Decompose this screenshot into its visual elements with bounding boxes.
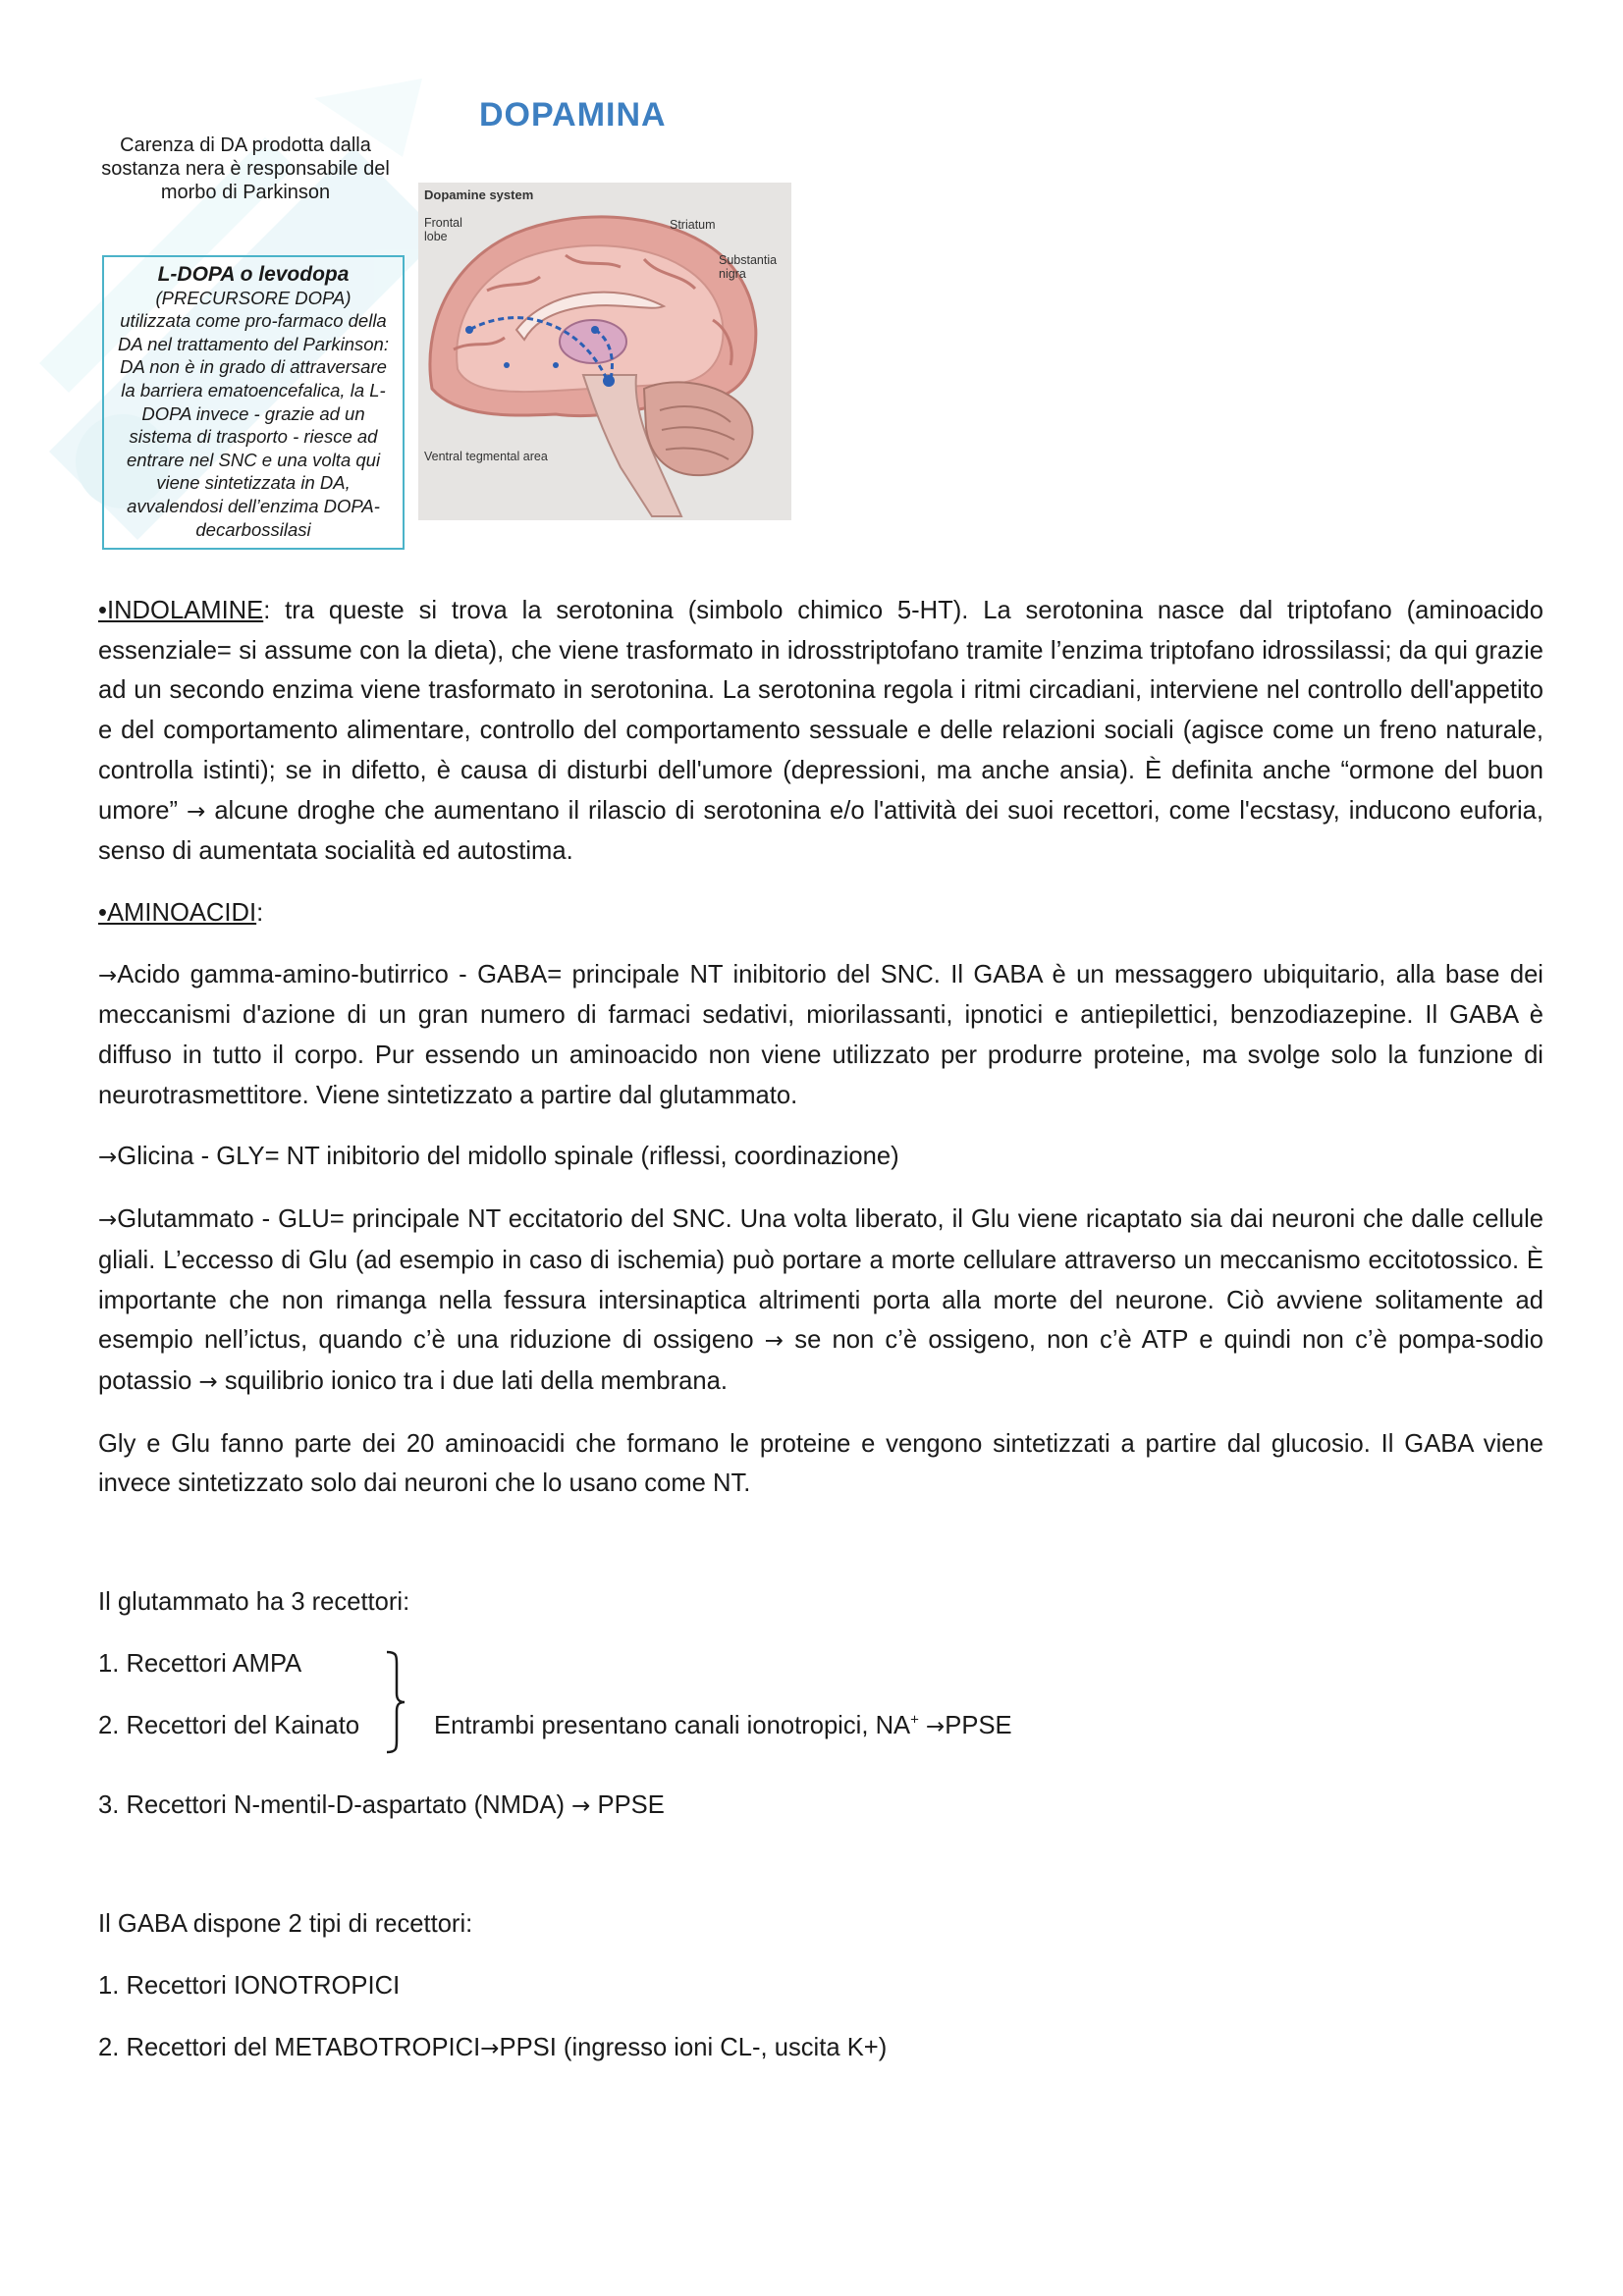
right-brace-icon — [385, 1650, 408, 1754]
levodopa-box-subtitle: (PRECURSORE DOPA) — [155, 287, 352, 308]
recettore-nmda — [98, 1786, 1543, 1827]
brace-note-end: PPSE — [945, 1711, 1012, 1739]
glicina-paragraph — [98, 1137, 1543, 1178]
brace-note-text: Entrambi presentano canali ionotropici, NA — [434, 1711, 911, 1739]
aminoacidi-heading-line — [98, 893, 1543, 934]
brain-illustration — [418, 183, 791, 520]
figure-title: DOPAMINA — [479, 96, 667, 133]
gaba-recettori-intro: Il GABA dispone 2 tipi di recettori: — [98, 1910, 473, 1939]
indolamine-paragraph — [98, 591, 1543, 872]
label-striatum: Striatum — [670, 218, 716, 232]
body-text — [98, 591, 1543, 2069]
glutammato-paragraph — [98, 1200, 1543, 1403]
recettore-nmda-end: PPSE — [590, 1790, 665, 1819]
aminoacidi-heading: •AMINOACIDI — [98, 898, 257, 927]
gly-glu-paragraph: Gly e Glu fanno parte dei 20 aminoacidi che formano le proteine e vengono sintetizzati a partire dal glucosio. Il GABA viene invece sintetizzato solo dai neuroni che lo usano come NT. — [98, 1429, 1543, 1498]
glutammato-text-b: se non c’è ossigeno, non c’è ATP e quindi non c’è pompa-sodio potassio — [98, 1326, 1543, 1395]
indolamine-text-after: alcune droghe che aumentano il rilascio di serotonina e/o l'attività dei suoi recettori, come l'ecstasy, inducono euforia, senso di aumentata socialità ed autostima. — [98, 796, 1543, 866]
arrow-icon: → — [187, 798, 206, 825]
recettore-ionotropici: 1. Recettori IONOTROPICI — [98, 1972, 401, 2001]
recettore-ampa: 1. Recettori AMPA — [98, 1649, 302, 1678]
glutammato-recettori-list — [98, 1644, 1543, 1786]
arrow-icon: → — [98, 962, 118, 988]
dopamine-figure — [98, 79, 805, 569]
levodopa-box-title: L-DOPA o levodopa — [157, 263, 350, 286]
label-substantia-nigra: Substantia nigra — [719, 253, 778, 281]
gaba-paragraph — [98, 955, 1543, 1116]
brain-drawing — [418, 183, 791, 520]
recettore-metabotropici-text: 2. Recettori del METABOTROPICI — [98, 2033, 481, 2061]
recettore-metabotropici-end: PPSI (ingresso ioni CL-, uscita K+) — [499, 2033, 888, 2061]
levodopa-box-body: utilizzata come pro-farmaco della DA nel trattamento del Parkinson: DA non è in grado di attraversare la barriera ematoencefalica, la L-DOPA invece - grazie ad un sistema di trasporto - riesce ad entrare nel SNC e una volta qui viene sintetizzata in DA, avvalendosi dell’enzima DOPA-decarbossilasi — [118, 310, 389, 540]
brace-note — [434, 1706, 1012, 1747]
gaba-text: Acido gamma-amino-butirrico - GABA= principale NT inibitorio del SNC. Il GABA è un messaggero ubiquitario, alla base dei meccanismi d'azione di un gran numero di farmaci sedativi, miorilassanti, ipnotici e antiepilettici, benzodiazepine. Il GABA è diffuso in tutto il corpo. Pur essendo un aminoacido non viene utilizzato per produrre proteine, ma svolge solo la funzione di neurotrasmettitore. Viene sintetizzato a partire dal glutammato. — [98, 960, 1543, 1109]
indolamine-text: : tra queste si trova la serotonina (simbolo chimico 5-HT). La serotonina nasce dal triptofano (aminoacido essenziale= si assume con la dieta), che viene trasformato in idrosstriptofano tramite l’enzima triptofano idrossilassi; da qui grazie ad un secondo enzima viene trasformato in serotonina. La serotonina regola i ritmi circadiani, interviene nel controllo dell'appetito e del comportamento alimentare, controllo del comportamento sessuale e delle relazioni sociali (agisce come un freno naturale, controlla istinti); se in difetto, è causa di disturbi dell'umore (depressioni, ma anche ansia). È definita anche “ormone del buon umore” — [98, 597, 1543, 825]
arrow-icon: → — [98, 1145, 118, 1171]
recettore-kainato: 2. Recettori del Kainato — [98, 1711, 360, 1739]
brace-note-sup: + — [910, 1711, 919, 1729]
recettore-metabotropici — [98, 2028, 1543, 2069]
arrow-icon: → — [98, 1207, 118, 1234]
glutammato-text-a: Glutammato - GLU= principale NT eccitatorio del SNC. Una volta liberato, il Glu viene ricaptato sia dai neuroni che dalle cellule gliali. L’eccesso di Glu (ad esempio in caso di ischemia) può portare a morte cellulare attraverso un meccanismo eccitotossico. È importante che non rimanga nella fessura intersinaptica altrimenti porta alla morte del neurone. Ciò avviene solitamente ad esempio nell’ictus, quando c’è una riduzione di ossigeno — [98, 1205, 1543, 1355]
glutammato-recettori-intro: Il glutammato ha 3 recettori: — [98, 1588, 410, 1617]
aminoacidi-colon: : — [256, 898, 264, 927]
arrow-icon: → — [571, 1792, 591, 1819]
levodopa-box — [102, 255, 405, 550]
figure-caption: Carenza di DA prodotta dalla sostanza nera è responsabile del morbo di Parkinson — [101, 134, 390, 203]
glicina-text: Glicina - GLY= NT inibitorio del midollo spinale (riflessi, coordinazione) — [117, 1143, 899, 1171]
arrow-icon: → — [480, 2035, 500, 2061]
label-ventral-tegmental-area: Ventral tegmental area — [424, 450, 548, 463]
recettore-nmda-text: 3. Recettori N-mentil-D-aspartato (NMDA) — [98, 1790, 566, 1819]
arrow-icon: → — [926, 1713, 946, 1739]
indolamine-heading: •INDOLAMINE — [98, 597, 264, 624]
glutammato-text-c: squilibrio ionico tra i due lati della membrana. — [217, 1366, 728, 1395]
arrow-icon: → — [198, 1368, 218, 1395]
arrow-icon: → — [764, 1328, 784, 1355]
label-dopamine-system: Dopamine system — [424, 187, 534, 202]
label-frontal-lobe: Frontal lobe — [424, 216, 462, 243]
